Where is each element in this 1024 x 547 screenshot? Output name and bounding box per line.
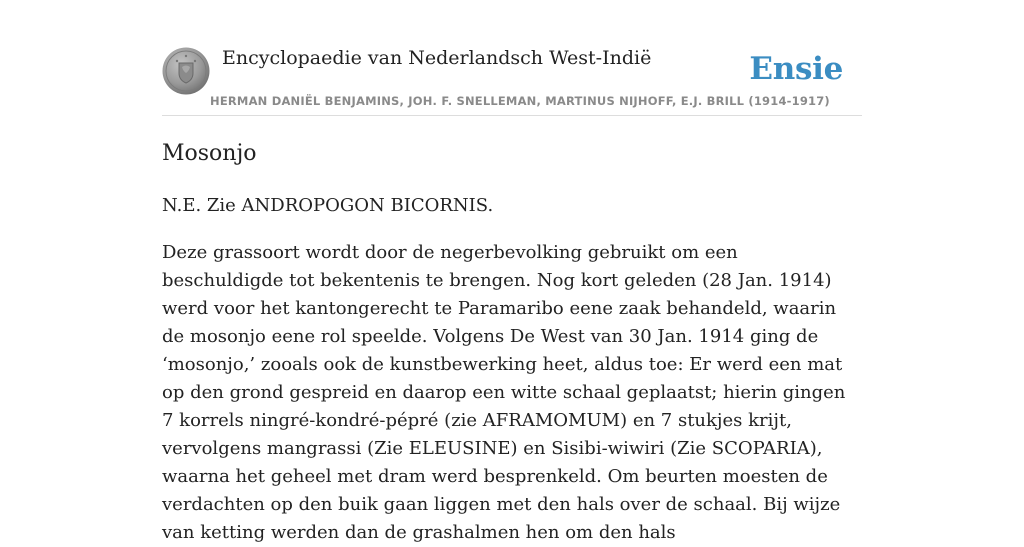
article — [162, 138, 862, 547]
page-title: Mosonjo — [162, 141, 257, 166]
ensie-logo[interactable]: Ensie — [749, 51, 843, 87]
coin-icon[interactable] — [162, 47, 210, 95]
article-paragraph: Deze grassoort wordt door de negerbevolking gebruikt om een beschuldigde tot bekentenis te brengen. Nog kort geleden (28 Jan. 1914) werd voor het kantongerecht te Paramaribo eene zaak behandeld, waarin de mosonjo eene rol speelde. Volgens De West van 30 Jan. 1914 ging de ‘mosonjo,’ zooals ook de kunstbewerking heet, aldus toe: Er werd een mat op den grond gespreid en daarop een witte schaal geplaatst; hierin gingen 7 korrels ningré-kondré-pépré (zie AFRAMOMUM) en 7 stukjes krijt, vervolgens mangrassi (Zie ELEUSINE) en Sisibi-wiwiri (Zie SCOPARIA), waarna het geheel met dram werd besprenkeld. Om beurten moesten de verdachten op den buik gaan liggen met den hals over de schaal. Bij wijze van ketting werden dan de grashalmen hen om den hals — [162, 242, 846, 543]
article-paragraph: N.E. Zie ANDROPOGON BICORNIS. — [162, 195, 494, 216]
authors-line: HERMAN DANIËL BENJAMINS, JOH. F. SNELLEMAN, MARTINUS NIJHOFF, E.J. BRILL (1914-1917) — [210, 94, 830, 108]
encyclopedia-title[interactable]: Encyclopaedie van Nederlandsch West-Indië — [222, 47, 652, 69]
header — [162, 44, 862, 116]
